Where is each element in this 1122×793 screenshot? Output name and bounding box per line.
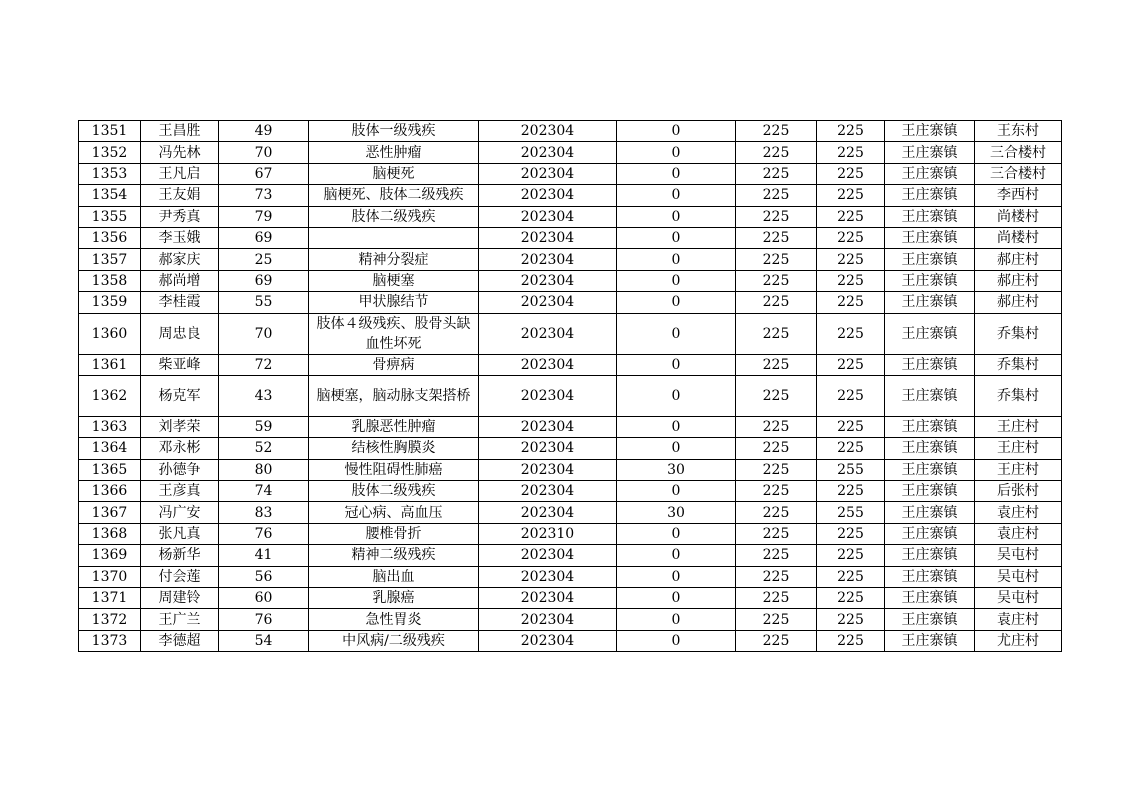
condition-cell: 结核性胸膜炎 xyxy=(309,438,479,459)
age-cell: 70 xyxy=(219,313,309,354)
name-cell: 王友娟 xyxy=(141,185,219,206)
row-number-cell: 1368 xyxy=(79,523,141,544)
village-cell: 王东村 xyxy=(975,121,1062,142)
row-number-cell: 1370 xyxy=(79,566,141,587)
table-row xyxy=(79,630,1062,651)
base-amount-cell: 225 xyxy=(736,523,817,544)
month-cell: 202304 xyxy=(479,609,617,630)
village-cell: 尚楼村 xyxy=(975,206,1062,227)
extra-amount-cell: 0 xyxy=(617,375,736,416)
month-cell: 202310 xyxy=(479,523,617,544)
name-cell: 张凡真 xyxy=(141,523,219,544)
condition-cell: 冠心病、高血压 xyxy=(309,502,479,523)
row-number-cell: 1361 xyxy=(79,354,141,375)
name-cell: 冯先林 xyxy=(141,142,219,163)
village-cell: 三合楼村 xyxy=(975,163,1062,184)
total-amount-cell: 255 xyxy=(817,459,885,480)
total-amount-cell: 225 xyxy=(817,142,885,163)
town-cell: 王庄寨镇 xyxy=(885,566,975,587)
town-cell: 王庄寨镇 xyxy=(885,163,975,184)
age-cell: 74 xyxy=(219,481,309,502)
name-cell: 孙德争 xyxy=(141,459,219,480)
name-cell: 付会莲 xyxy=(141,566,219,587)
age-cell: 79 xyxy=(219,206,309,227)
town-cell: 王庄寨镇 xyxy=(885,354,975,375)
town-cell: 王庄寨镇 xyxy=(885,481,975,502)
condition-cell: 慢性阻碍性肺癌 xyxy=(309,459,479,480)
row-number-cell: 1373 xyxy=(79,630,141,651)
village-cell: 李西村 xyxy=(975,185,1062,206)
extra-amount-cell: 30 xyxy=(617,502,736,523)
extra-amount-cell: 0 xyxy=(617,270,736,291)
condition-cell: 脑梗死 xyxy=(309,163,479,184)
row-number-cell: 1357 xyxy=(79,249,141,270)
extra-amount-cell: 0 xyxy=(617,630,736,651)
row-number-cell: 1366 xyxy=(79,481,141,502)
total-amount-cell: 225 xyxy=(817,545,885,566)
row-number-cell: 1362 xyxy=(79,375,141,416)
condition-cell: 乳腺恶性肿瘤 xyxy=(309,416,479,437)
base-amount-cell: 225 xyxy=(736,185,817,206)
base-amount-cell: 225 xyxy=(736,588,817,609)
age-cell: 43 xyxy=(219,375,309,416)
age-cell: 70 xyxy=(219,142,309,163)
town-cell: 王庄寨镇 xyxy=(885,545,975,566)
base-amount-cell: 225 xyxy=(736,502,817,523)
name-cell: 杨新华 xyxy=(141,545,219,566)
row-number-cell: 1367 xyxy=(79,502,141,523)
month-cell: 202304 xyxy=(479,459,617,480)
name-cell: 王昌胜 xyxy=(141,121,219,142)
age-cell: 56 xyxy=(219,566,309,587)
name-cell: 柴亚峰 xyxy=(141,354,219,375)
total-amount-cell: 225 xyxy=(817,523,885,544)
total-amount-cell: 225 xyxy=(817,185,885,206)
town-cell: 王庄寨镇 xyxy=(885,121,975,142)
table-row xyxy=(79,249,1062,270)
table-row xyxy=(79,438,1062,459)
extra-amount-cell: 0 xyxy=(617,185,736,206)
row-number-cell: 1352 xyxy=(79,142,141,163)
village-cell: 王庄村 xyxy=(975,416,1062,437)
town-cell: 王庄寨镇 xyxy=(885,630,975,651)
base-amount-cell: 225 xyxy=(736,121,817,142)
village-cell: 王庄村 xyxy=(975,459,1062,480)
town-cell: 王庄寨镇 xyxy=(885,609,975,630)
condition-cell xyxy=(309,227,479,248)
month-cell: 202304 xyxy=(479,375,617,416)
base-amount-cell: 225 xyxy=(736,142,817,163)
name-cell: 冯广安 xyxy=(141,502,219,523)
month-cell: 202304 xyxy=(479,227,617,248)
village-cell: 吴屯村 xyxy=(975,566,1062,587)
name-cell: 郝尚增 xyxy=(141,270,219,291)
condition-cell: 肢体４级残疾、股骨头缺血性坏死 xyxy=(309,313,479,354)
month-cell: 202304 xyxy=(479,292,617,313)
table-row xyxy=(79,588,1062,609)
age-cell: 80 xyxy=(219,459,309,480)
month-cell: 202304 xyxy=(479,438,617,459)
table-row xyxy=(79,354,1062,375)
row-number-cell: 1355 xyxy=(79,206,141,227)
town-cell: 王庄寨镇 xyxy=(885,227,975,248)
month-cell: 202304 xyxy=(479,270,617,291)
village-cell: 乔集村 xyxy=(975,354,1062,375)
month-cell: 202304 xyxy=(479,142,617,163)
condition-cell: 乳腺癌 xyxy=(309,588,479,609)
condition-cell: 恶性肿瘤 xyxy=(309,142,479,163)
age-cell: 60 xyxy=(219,588,309,609)
row-number-cell: 1356 xyxy=(79,227,141,248)
table-row xyxy=(79,227,1062,248)
age-cell: 67 xyxy=(219,163,309,184)
village-cell: 吴屯村 xyxy=(975,545,1062,566)
village-cell: 袁庄村 xyxy=(975,502,1062,523)
total-amount-cell: 225 xyxy=(817,227,885,248)
table-row xyxy=(79,270,1062,291)
condition-cell: 精神二级残疾 xyxy=(309,545,479,566)
name-cell: 王凡启 xyxy=(141,163,219,184)
name-cell: 邓永彬 xyxy=(141,438,219,459)
month-cell: 202304 xyxy=(479,249,617,270)
total-amount-cell: 225 xyxy=(817,566,885,587)
name-cell: 王广兰 xyxy=(141,609,219,630)
month-cell: 202304 xyxy=(479,545,617,566)
extra-amount-cell: 30 xyxy=(617,459,736,480)
month-cell: 202304 xyxy=(479,121,617,142)
village-cell: 郝庄村 xyxy=(975,249,1062,270)
name-cell: 周忠良 xyxy=(141,313,219,354)
extra-amount-cell: 0 xyxy=(617,292,736,313)
town-cell: 王庄寨镇 xyxy=(885,185,975,206)
village-cell: 王庄村 xyxy=(975,438,1062,459)
condition-cell: 中风病/二级残疾 xyxy=(309,630,479,651)
row-number-cell: 1371 xyxy=(79,588,141,609)
table-row xyxy=(79,566,1062,587)
name-cell: 李德超 xyxy=(141,630,219,651)
table-row xyxy=(79,206,1062,227)
village-cell: 尤庄村 xyxy=(975,630,1062,651)
row-number-cell: 1354 xyxy=(79,185,141,206)
condition-cell: 腰椎骨折 xyxy=(309,523,479,544)
total-amount-cell: 225 xyxy=(817,313,885,354)
extra-amount-cell: 0 xyxy=(617,566,736,587)
extra-amount-cell: 0 xyxy=(617,354,736,375)
extra-amount-cell: 0 xyxy=(617,163,736,184)
town-cell: 王庄寨镇 xyxy=(885,292,975,313)
extra-amount-cell: 0 xyxy=(617,249,736,270)
age-cell: 76 xyxy=(219,523,309,544)
condition-cell: 脑梗塞，脑动脉支架搭桥 xyxy=(309,375,479,416)
month-cell: 202304 xyxy=(479,416,617,437)
total-amount-cell: 225 xyxy=(817,249,885,270)
base-amount-cell: 225 xyxy=(736,481,817,502)
table-row xyxy=(79,292,1062,313)
total-amount-cell: 225 xyxy=(817,630,885,651)
condition-cell: 肢体二级残疾 xyxy=(309,206,479,227)
row-number-cell: 1358 xyxy=(79,270,141,291)
extra-amount-cell: 0 xyxy=(617,313,736,354)
extra-amount-cell: 0 xyxy=(617,227,736,248)
village-cell: 三合楼村 xyxy=(975,142,1062,163)
month-cell: 202304 xyxy=(479,502,617,523)
age-cell: 55 xyxy=(219,292,309,313)
name-cell: 周建铃 xyxy=(141,588,219,609)
town-cell: 王庄寨镇 xyxy=(885,206,975,227)
age-cell: 54 xyxy=(219,630,309,651)
village-cell: 后张村 xyxy=(975,481,1062,502)
month-cell: 202304 xyxy=(479,481,617,502)
total-amount-cell: 255 xyxy=(817,502,885,523)
total-amount-cell: 225 xyxy=(817,438,885,459)
total-amount-cell: 225 xyxy=(817,375,885,416)
total-amount-cell: 225 xyxy=(817,609,885,630)
extra-amount-cell: 0 xyxy=(617,206,736,227)
condition-cell: 脑梗死、肢体二级残疾 xyxy=(309,185,479,206)
extra-amount-cell: 0 xyxy=(617,523,736,544)
table-row xyxy=(79,481,1062,502)
row-number-cell: 1353 xyxy=(79,163,141,184)
base-amount-cell: 225 xyxy=(736,354,817,375)
base-amount-cell: 225 xyxy=(736,416,817,437)
base-amount-cell: 225 xyxy=(736,609,817,630)
total-amount-cell: 225 xyxy=(817,416,885,437)
total-amount-cell: 225 xyxy=(817,163,885,184)
extra-amount-cell: 0 xyxy=(617,545,736,566)
table-row xyxy=(79,142,1062,163)
condition-cell: 甲状腺结节 xyxy=(309,292,479,313)
table-row xyxy=(79,313,1062,354)
month-cell: 202304 xyxy=(479,354,617,375)
base-amount-cell: 225 xyxy=(736,292,817,313)
base-amount-cell: 225 xyxy=(736,227,817,248)
age-cell: 25 xyxy=(219,249,309,270)
age-cell: 73 xyxy=(219,185,309,206)
condition-cell: 急性胃炎 xyxy=(309,609,479,630)
age-cell: 59 xyxy=(219,416,309,437)
month-cell: 202304 xyxy=(479,206,617,227)
total-amount-cell: 225 xyxy=(817,270,885,291)
row-number-cell: 1364 xyxy=(79,438,141,459)
name-cell: 李桂霞 xyxy=(141,292,219,313)
town-cell: 王庄寨镇 xyxy=(885,249,975,270)
table-row xyxy=(79,121,1062,142)
month-cell: 202304 xyxy=(479,163,617,184)
row-number-cell: 1365 xyxy=(79,459,141,480)
town-cell: 王庄寨镇 xyxy=(885,502,975,523)
month-cell: 202304 xyxy=(479,566,617,587)
total-amount-cell: 225 xyxy=(817,481,885,502)
condition-cell: 精神分裂症 xyxy=(309,249,479,270)
town-cell: 王庄寨镇 xyxy=(885,313,975,354)
village-cell: 尚楼村 xyxy=(975,227,1062,248)
village-cell: 乔集村 xyxy=(975,313,1062,354)
base-amount-cell: 225 xyxy=(736,249,817,270)
base-amount-cell: 225 xyxy=(736,375,817,416)
row-number-cell: 1363 xyxy=(79,416,141,437)
age-cell: 76 xyxy=(219,609,309,630)
town-cell: 王庄寨镇 xyxy=(885,375,975,416)
row-number-cell: 1372 xyxy=(79,609,141,630)
table-body xyxy=(79,121,1062,652)
town-cell: 王庄寨镇 xyxy=(885,142,975,163)
base-amount-cell: 225 xyxy=(736,566,817,587)
table-row xyxy=(79,163,1062,184)
town-cell: 王庄寨镇 xyxy=(885,438,975,459)
age-cell: 52 xyxy=(219,438,309,459)
age-cell: 69 xyxy=(219,270,309,291)
table-row xyxy=(79,375,1062,416)
table-row xyxy=(79,459,1062,480)
base-amount-cell: 225 xyxy=(736,438,817,459)
base-amount-cell: 225 xyxy=(736,313,817,354)
village-cell: 郝庄村 xyxy=(975,270,1062,291)
town-cell: 王庄寨镇 xyxy=(885,523,975,544)
records-table xyxy=(78,120,1062,652)
name-cell: 王彦真 xyxy=(141,481,219,502)
extra-amount-cell: 0 xyxy=(617,588,736,609)
name-cell: 刘孝荣 xyxy=(141,416,219,437)
table-row xyxy=(79,545,1062,566)
village-cell: 乔集村 xyxy=(975,375,1062,416)
town-cell: 王庄寨镇 xyxy=(885,270,975,291)
row-number-cell: 1351 xyxy=(79,121,141,142)
month-cell: 202304 xyxy=(479,588,617,609)
name-cell: 尹秀真 xyxy=(141,206,219,227)
total-amount-cell: 225 xyxy=(817,292,885,313)
condition-cell: 肢体二级残疾 xyxy=(309,481,479,502)
age-cell: 72 xyxy=(219,354,309,375)
table-row xyxy=(79,523,1062,544)
town-cell: 王庄寨镇 xyxy=(885,588,975,609)
extra-amount-cell: 0 xyxy=(617,121,736,142)
village-cell: 袁庄村 xyxy=(975,609,1062,630)
table-row xyxy=(79,185,1062,206)
total-amount-cell: 225 xyxy=(817,206,885,227)
name-cell: 李玉娥 xyxy=(141,227,219,248)
age-cell: 83 xyxy=(219,502,309,523)
extra-amount-cell: 0 xyxy=(617,609,736,630)
village-cell: 袁庄村 xyxy=(975,523,1062,544)
age-cell: 69 xyxy=(219,227,309,248)
name-cell: 杨克军 xyxy=(141,375,219,416)
condition-cell: 肢体一级残疾 xyxy=(309,121,479,142)
age-cell: 49 xyxy=(219,121,309,142)
extra-amount-cell: 0 xyxy=(617,438,736,459)
month-cell: 202304 xyxy=(479,630,617,651)
base-amount-cell: 225 xyxy=(736,630,817,651)
row-number-cell: 1359 xyxy=(79,292,141,313)
name-cell: 郝家庆 xyxy=(141,249,219,270)
base-amount-cell: 225 xyxy=(736,206,817,227)
total-amount-cell: 225 xyxy=(817,121,885,142)
town-cell: 王庄寨镇 xyxy=(885,416,975,437)
base-amount-cell: 225 xyxy=(736,163,817,184)
extra-amount-cell: 0 xyxy=(617,416,736,437)
total-amount-cell: 225 xyxy=(817,354,885,375)
month-cell: 202304 xyxy=(479,185,617,206)
base-amount-cell: 225 xyxy=(736,545,817,566)
base-amount-cell: 225 xyxy=(736,270,817,291)
town-cell: 王庄寨镇 xyxy=(885,459,975,480)
table-row xyxy=(79,502,1062,523)
age-cell: 41 xyxy=(219,545,309,566)
total-amount-cell: 225 xyxy=(817,588,885,609)
extra-amount-cell: 0 xyxy=(617,481,736,502)
table-row xyxy=(79,609,1062,630)
condition-cell: 骨痹病 xyxy=(309,354,479,375)
month-cell: 202304 xyxy=(479,313,617,354)
row-number-cell: 1369 xyxy=(79,545,141,566)
extra-amount-cell: 0 xyxy=(617,142,736,163)
village-cell: 吴屯村 xyxy=(975,588,1062,609)
village-cell: 郝庄村 xyxy=(975,292,1062,313)
base-amount-cell: 225 xyxy=(736,459,817,480)
condition-cell: 脑梗塞 xyxy=(309,270,479,291)
row-number-cell: 1360 xyxy=(79,313,141,354)
table-row xyxy=(79,416,1062,437)
condition-cell: 脑出血 xyxy=(309,566,479,587)
